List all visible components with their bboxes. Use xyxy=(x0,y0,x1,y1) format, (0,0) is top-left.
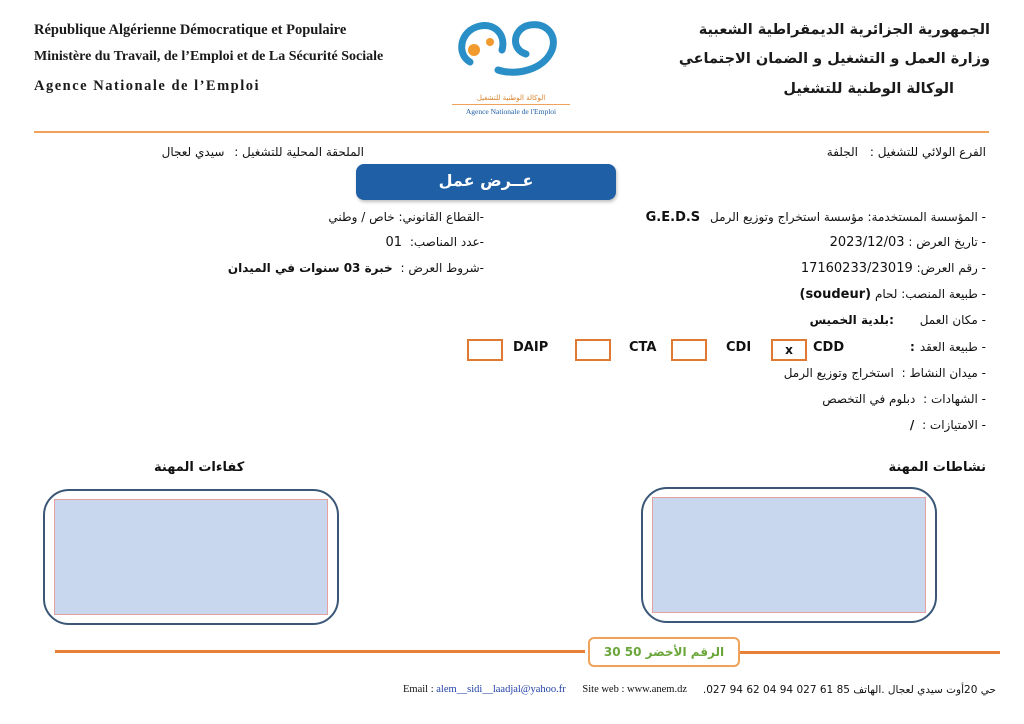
activities-content-area[interactable] xyxy=(652,497,926,613)
position-value: (soudeur) xyxy=(799,287,872,302)
header-ar-line2: وزارة العمل و التشغيل و الضمان الاجتماعي xyxy=(678,51,990,67)
contract-cdd-label: CDD xyxy=(813,340,845,355)
anem-logo xyxy=(446,10,576,125)
location-value: :بلدية الخميس xyxy=(809,313,894,327)
activity-row xyxy=(784,366,986,380)
positions-value: 01 xyxy=(385,235,402,250)
positions-row xyxy=(385,235,484,250)
location-row xyxy=(810,313,986,327)
position-label: - طبيعة المنصب: لحام xyxy=(874,287,986,301)
diplomas-label: - الشهادات : xyxy=(923,392,986,406)
activities-frame xyxy=(641,487,937,623)
site-label: Site web : xyxy=(582,684,628,695)
date-row xyxy=(830,235,986,250)
logo-ar-text: الوكالة الوطنية للتشغيل xyxy=(476,94,546,102)
contract-cdi-checkbox[interactable] xyxy=(671,339,707,361)
benefits-value: / xyxy=(909,418,915,432)
site-link[interactable]: www.anem.dz xyxy=(627,684,687,695)
contract-label: - طبيعة العقد xyxy=(919,340,986,354)
contract-cdi-label: CDI xyxy=(726,340,752,355)
footer-contact-line xyxy=(403,684,687,695)
activities-heading: نشاطات المهنة xyxy=(888,460,986,475)
contract-daip-checkbox[interactable] xyxy=(467,339,503,361)
date-label: - تاريخ العرض : xyxy=(908,235,986,249)
header-fr-line1: République Algérienne Démocratique et Populaire xyxy=(34,22,347,38)
anem-logo-mark xyxy=(446,10,576,90)
local-branch xyxy=(162,145,364,159)
conditions-label: -شروط العرض : xyxy=(400,261,484,275)
sector-row xyxy=(328,210,484,224)
position-row xyxy=(800,287,987,302)
contract-colon: : xyxy=(910,340,915,354)
contract-cdd-checkbox[interactable]: x xyxy=(771,339,807,361)
activity-value: استخراج وتوزيع الرمل xyxy=(783,366,894,380)
regional-branch-label: الفرع الولائي للتشغيل : xyxy=(869,145,986,159)
positions-label: -عدد المناصب: xyxy=(409,235,484,249)
conditions-row xyxy=(228,261,484,275)
regional-branch xyxy=(827,145,986,159)
header-ar-line3: الوكالة الوطنية للتشغيل xyxy=(783,81,954,97)
email-link[interactable]: alem__sidi__laadjal@yahoo.fr xyxy=(436,684,566,695)
competences-heading: كفاءات المهنة xyxy=(154,460,245,475)
page-title: عــرض عمل xyxy=(356,164,616,200)
footer-address: حي 20أوت سيدي لعجال .الهاتف 85 61 027 94 04 62 94 027. xyxy=(702,684,996,696)
local-branch-label: الملحقة المحلية للتشغيل : xyxy=(234,145,364,159)
contract-daip-label: DAIP xyxy=(513,340,549,355)
offer-number-label: - رقم العرض: xyxy=(916,261,986,275)
email-label: Email : xyxy=(403,684,437,695)
footer-line-right xyxy=(740,651,1000,654)
header-fr-line2: Ministère du Travail, de l’Emploi et de La Sécurité Sociale xyxy=(34,49,384,64)
header-ar-line1: الجمهورية الجزائرية الديمقراطية الشعبية xyxy=(698,22,990,38)
sector-label: -القطاع القانوني: xyxy=(398,210,484,224)
logo-divider xyxy=(452,104,570,105)
header-fr-line3: Agence Nationale de l’Emploi xyxy=(34,78,261,94)
competences-frame xyxy=(43,489,339,625)
offer-number-row xyxy=(801,261,986,276)
contract-cta-checkbox[interactable] xyxy=(575,339,611,361)
green-number-badge: الرقم الأخضر 50 30 xyxy=(588,637,740,667)
offer-number-value: 17160233/23019 xyxy=(800,261,913,276)
employer-value: G.E.D.S xyxy=(645,210,701,225)
logo-fr-text: Agence Nationale de l'Emploi xyxy=(465,107,557,116)
footer-line-left xyxy=(55,650,585,653)
benefits-label: - الامتيازات : xyxy=(922,418,986,432)
local-branch-value: سيدي لعجال xyxy=(161,145,225,159)
employer-label: - المؤسسة المستخدمة: مؤسسة استخراج وتوزيع الرمل xyxy=(710,210,986,224)
diplomas-value: دبلوم في التخصص xyxy=(822,392,916,406)
competences-content-area[interactable] xyxy=(54,499,328,615)
header-divider xyxy=(34,131,989,133)
date-value: 2023/12/03 xyxy=(829,235,905,250)
diplomas-row xyxy=(822,392,986,406)
regional-branch-value: الجلفة xyxy=(826,145,859,159)
location-label: - مكان العمل xyxy=(919,313,986,327)
activity-label: - ميدان النشاط : xyxy=(901,366,986,380)
conditions-value: خبرة 03 سنوات في الميدان xyxy=(227,261,393,275)
benefits-row xyxy=(910,418,986,432)
contract-cta-label: CTA xyxy=(629,340,657,355)
sector-value: خاص / وطني xyxy=(328,210,395,224)
employer-row xyxy=(646,210,986,225)
